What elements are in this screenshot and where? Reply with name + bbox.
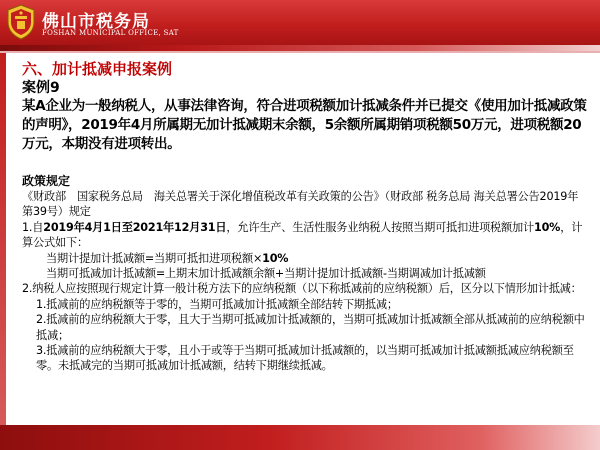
policy-item-1 (22, 220, 587, 251)
section-title: 六、加计抵减申报案例 (22, 60, 173, 78)
case-description: 某A企业为一般纳税人，从事法律咨询，符合进项税额加计抵减条件并已提交《使用加计抵减政策的声明》，2019年4月所属期无加计抵减期末余额，5余额所属期销项税额50万元，进项税额20万元，本期没有进项转出。 (22, 98, 587, 152)
policy-subitem-1: 1.抵减前的应纳税额等于零的，当期可抵减加计抵减额全部结转下期抵减； (36, 297, 398, 311)
formula-1 (22, 251, 587, 266)
item1-date-range: 2019年4月1日至2021年12月31日 (43, 220, 227, 234)
formula-1-rate: 10% (262, 251, 289, 265)
policy-item-2: 2.纳税人应按照现行规定计算一般计税方法下的应纳税额（以下称抵减前的应纳税额）后，区分以下情形加计抵减： (22, 282, 582, 296)
org-name: 佛山市税务局 (42, 12, 150, 32)
footer-bar (0, 425, 600, 450)
case-title: 案例9 (22, 80, 60, 96)
formula-2: 当期可抵减加计抵减额=上期末加计抵减额余额+当期计提加计抵减额-当期调减加计抵减额 (46, 267, 486, 281)
item1-prefix: 1.自 (22, 220, 44, 234)
header-bar (0, 0, 600, 45)
policy-section (22, 173, 587, 374)
item1-rate: 10% (534, 220, 561, 234)
policy-subitem-2: 2.抵减前的应纳税额大于零，且大于当期可抵减加计抵减额的，当期可抵减加计抵减额全部从抵减前的应纳税额中抵减； (36, 313, 585, 342)
org-name-english: FOSHAN MUNICIPAL OFFICE, SAT (42, 29, 179, 37)
policy-subitem-3: 3.抵减前的应纳税额大于零，且小于或等于当期可抵减加计抵减额的，以当期可抵减加计抵减额抵减应纳税额至零。未抵减完的当期可抵减加计抵减额，结转下期继续抵减。 (36, 344, 574, 373)
slide-content (22, 60, 587, 374)
left-accent-bar (0, 53, 6, 425)
policy-heading: 政策规定 (22, 174, 71, 188)
policy-source: 《财政部 国家税务总局 海关总署关于深化增值税改革有关政策的公告》（财政部 税务总局 海关总署公告2019年第39号）规定 (22, 190, 579, 219)
item1-suffix: ，计算公式如下： (22, 220, 583, 250)
tax-bureau-emblem-icon (6, 4, 36, 40)
item1-text: ，允许生产、生活性服务业纳税人按照当期可抵扣进项税额加计 (226, 220, 535, 234)
formula-1-text: 当期计提加计抵减额=当期可抵扣进项税额× (46, 251, 263, 265)
header-stripe-light (0, 51, 600, 53)
